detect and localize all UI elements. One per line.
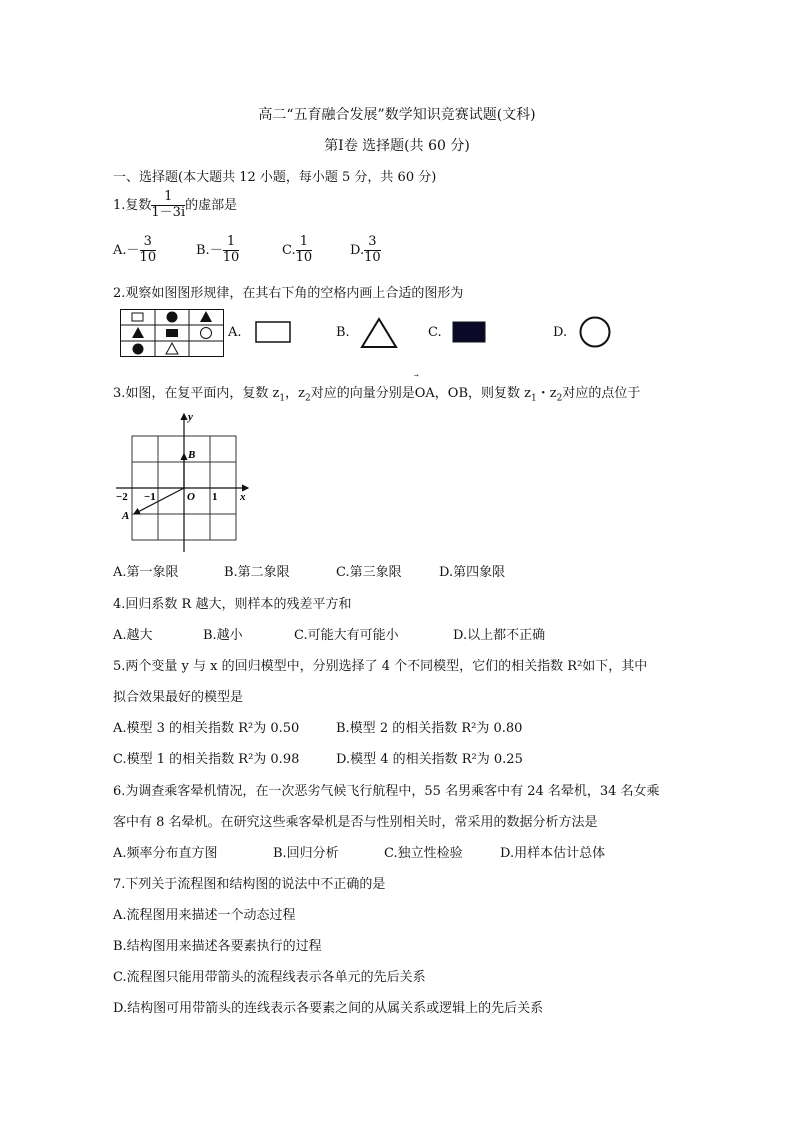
rectangle-outline-icon[interactable] <box>255 321 293 345</box>
q6-option-d[interactable]: D.用样本估计总体 <box>500 846 606 861</box>
x-axis-label: x <box>240 491 246 503</box>
vector-ob: OB <box>447 386 469 401</box>
q2-option-a-label[interactable]: A. <box>228 325 242 340</box>
grid-filled-circle-icon <box>167 312 178 323</box>
tick-1: 1 <box>212 491 218 503</box>
question-5-stem-line-2: 拟合效果最好的模型是 <box>113 690 244 705</box>
q4-option-d[interactable]: D.以上都不正确 <box>453 628 546 643</box>
q5-option-b[interactable]: B.模型 2 的相关指数 R²为 0.80 <box>336 721 523 736</box>
q7-option-b[interactable]: B.结构图用来描述各要素执行的过程 <box>113 939 322 954</box>
y-axis-label: y <box>188 411 193 423</box>
q3-option-c[interactable]: C.第三象限 <box>336 565 402 580</box>
question-5-stem-line-1: 5.两个变量 y 与 x 的回归模型中，分别选择了 4 个不同模型，它们的相关指数 R²如下，其中 <box>113 659 648 674</box>
q4-option-c[interactable]: C.可能大有可能小 <box>294 628 399 643</box>
q2-option-b-label[interactable]: B. <box>336 325 350 340</box>
question-6-stem-line-1: 6.为调查乘客晕机情况，在一次恶劣气候飞行航程中，55 名男乘客中有 24 名晕机，34 名女乘 <box>113 784 660 799</box>
question-1-stem: 1.复数 $\frac{1}{1-3i}$ 的虚部是 <box>113 189 238 220</box>
q1-fraction: $\frac{1}{1-3i}$ <box>151 189 186 220</box>
q1-option-a[interactable]: A.－ $\frac{3}{10}$ <box>113 234 157 265</box>
q6-option-a[interactable]: A.频率分布直方图 <box>113 846 218 861</box>
origin-label: O <box>187 491 195 503</box>
q5-option-a[interactable]: A.模型 3 的相关指数 R²为 0.50 <box>113 721 300 736</box>
q3-option-d[interactable]: D.第四象限 <box>439 565 506 580</box>
tick-neg2: −2 <box>116 491 128 503</box>
q7-option-d[interactable]: D.结构图可用带箭头的连线表示各要素之间的从属关系或逻辑上的先后关系 <box>113 1001 544 1016</box>
grid-outline-triangle-icon <box>166 343 178 354</box>
grid-filled-rectangle-icon <box>166 329 178 337</box>
point-b-label: B <box>188 449 196 461</box>
question-3-stem: 3.如图，在复平面内，复数 $z_1$，$z_2$对应的向量分别是 OA，OB，则复数 $z_1$・$z_2$对应的点位于 <box>113 386 641 404</box>
q3-option-a[interactable]: A.第一象限 <box>113 565 179 580</box>
vector-oa-arrow <box>134 488 184 514</box>
q1-option-b[interactable]: B.－ $\frac{1}{10}$ <box>196 234 240 265</box>
rectangle-filled-icon[interactable] <box>452 321 488 345</box>
grid-filled-triangle-icon <box>200 311 212 322</box>
question-7-stem: 7.下列关于流程图和结构图的说法中不正确的是 <box>113 877 386 892</box>
q4-option-b[interactable]: B.越小 <box>203 628 243 643</box>
q1-option-c[interactable]: C. $\frac{1}{10}$ <box>282 234 313 265</box>
q5-option-d[interactable]: D.模型 4 的相关指数 R²为 0.25 <box>336 752 523 767</box>
circle-outline-icon[interactable] <box>579 316 613 350</box>
question-4-stem: 4.回归系数 R 越大，则样本的残差平方和 <box>113 597 352 612</box>
section-heading: 一、选择题(本大题共 12 小题，每小题 5 分，共 60 分) <box>113 170 437 185</box>
q6-option-c[interactable]: C.独立性检验 <box>384 846 463 861</box>
q6-option-b[interactable]: B.回归分析 <box>273 846 339 861</box>
question-6-stem-line-2: 客中有 8 名晕机。在研究这些乘客晕机是否与性别相关时，常采用的数据分析方法是 <box>113 815 598 830</box>
q5-option-c[interactable]: C.模型 1 的相关指数 R²为 0.98 <box>113 752 300 767</box>
vector-oa: OA <box>414 386 435 401</box>
grid-small-rectangle-icon <box>132 313 143 321</box>
q7-option-c[interactable]: C.流程图只能用带箭头的流程线表示各单元的先后关系 <box>113 970 426 985</box>
q2-option-d-label[interactable]: D. <box>553 325 568 340</box>
grid-outline-circle-icon <box>201 328 212 339</box>
q2-option-c-label[interactable]: C. <box>428 325 442 340</box>
grid-filled-triangle-icon <box>132 327 144 338</box>
grid-filled-circle-icon <box>133 344 144 355</box>
volume-title: 第Ⅰ卷 选择题(共 60 分) <box>324 138 470 154</box>
point-a-label: A <box>122 510 130 522</box>
q1-option-d[interactable]: D. $\frac{3}{10}$ <box>350 234 381 265</box>
q2-pattern-grid <box>120 309 224 357</box>
question-2-stem: 2.观察如图图形规律，在其右下角的空格内画上合适的图形为 <box>113 286 464 301</box>
q4-option-a[interactable]: A.越大 <box>113 628 153 643</box>
exam-title: 高二“五育融合发展”数学知识竞赛试题(文科) <box>258 107 536 123</box>
triangle-outline-icon[interactable] <box>360 317 400 349</box>
q3-complex-plane-figure <box>112 408 252 553</box>
q3-option-b[interactable]: B.第二象限 <box>224 565 290 580</box>
q7-option-a[interactable]: A.流程图用来描述一个动态过程 <box>113 908 296 923</box>
tick-neg1: −1 <box>144 491 156 503</box>
